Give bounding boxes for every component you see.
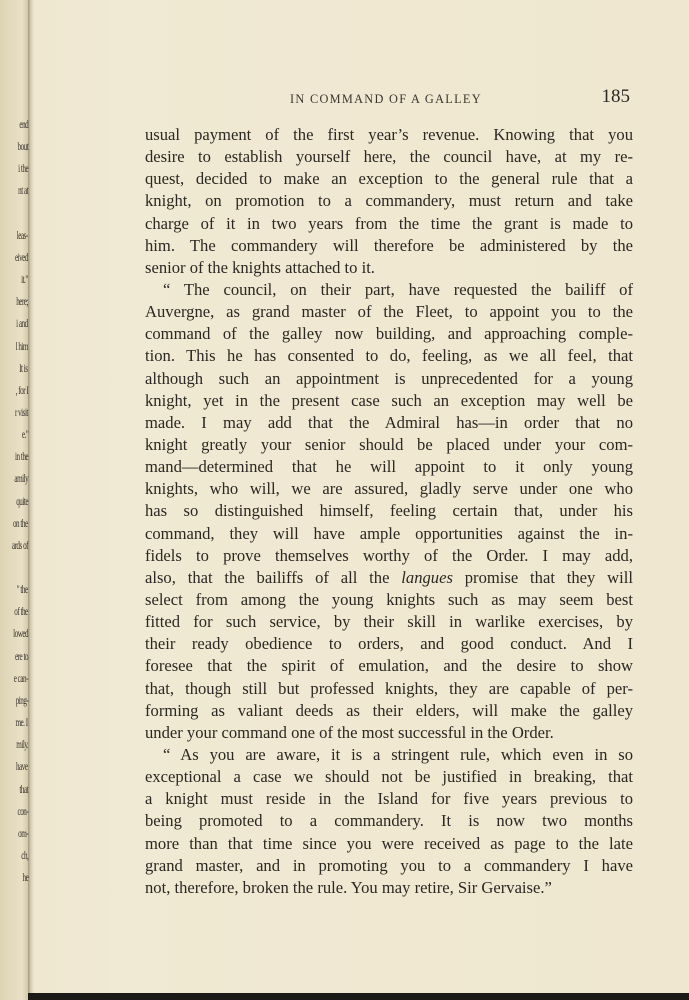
text-line: forming as valiant deeds as their elders, will make the galley [145,700,633,720]
bleed-fragment: he [22,872,28,885]
bleed-fragment: e." [21,429,28,442]
scan-bottom-edge [28,993,689,1000]
bleed-fragment: here; [16,296,28,309]
bleed-fragment: ch, [20,849,28,862]
bleed-fragment: nt at [18,185,28,198]
text-line: foresee that the spirit of emulation, and the desire to show [145,656,633,676]
text-line: grand master, and in promoting you to a commandery I have [145,855,633,875]
text-line: made. I may add that the Admiral has—in order that no [145,412,633,432]
bleed-fragment: i the [18,163,28,176]
text-line: desire to establish yourself here, the council have, at my re- [145,147,633,167]
bleed-fragment: om- [18,827,28,840]
page-header [144,86,634,112]
facing-page-bleed-text [0,118,30,918]
text-line: him. The commandery will therefore be administered by the [145,235,633,255]
bleed-fragment: , for I [15,384,28,397]
text-line: usual payment of the first year’s revenue. Knowing that you [145,125,633,144]
bleed-fragment: quite [16,495,28,508]
bleed-fragment: bout [17,141,28,154]
bleed-fragment: in the [14,451,28,464]
bleed-fragment: i and [16,318,28,331]
text-line: knights, who will, we are assured, gladly serve under one who [145,479,633,499]
bleed-fragment: con- [17,805,28,818]
bleed-fragment: ping- [15,694,28,707]
bleed-fragment: lowed [13,628,28,641]
bleed-fragment: me. I [15,717,28,730]
text-line: quest, decided to make an exception to the general rule that a [145,169,633,189]
bleed-fragment: r visit [15,406,28,419]
bleed-fragment: " the [17,584,28,597]
text-line: a knight must reside in the Island for five years previous to [145,789,633,809]
text-line: more than that time since you were received as page to the late [145,833,633,853]
text-span: also, that the bailiffs of all the [145,567,402,587]
text-line: being promoted to a commandery. It is now two months [145,811,633,831]
bleed-fragment: l him [15,340,28,353]
bleed-fragment: have [16,761,28,774]
text-line: charge of it in two years from the time the grant is made to [145,213,633,233]
body-text [145,124,633,899]
text-line: command of the galley now building, and approaching comple- [145,324,633,344]
bleed-fragment: e can- [13,672,28,685]
text-line: exceptional a case we should not be justified in breaking, that [145,767,633,787]
text-line: command, they will have ample opportunities against the in- [145,523,633,543]
text-line: tion. This he has consented to do, feeling, as we all feel, that [145,346,633,366]
bleed-fragment: eived [15,251,28,264]
text-line: select from among the young knights such as may seem best [145,589,633,609]
bleed-fragment: mily. [16,739,28,752]
bleed-fragment: It is [19,362,28,375]
text-line: although such an appointment is unprecedented for a young [145,368,633,388]
text-line: “ As you are aware, it is a stringent rule, which even in so [163,744,633,764]
bleed-fragment: ards of [11,539,28,552]
bleed-fragment: it." [21,274,28,287]
text-span: promise that they will [452,567,633,587]
bleed-fragment: on the [13,517,28,530]
bleed-fragment: of the [14,606,28,619]
page-number: 185 [601,86,630,107]
text-line: not, therefore, broken the rule. You may retire, Sir Gervaise.” [145,877,552,897]
italic-term: langues [401,567,453,587]
text-line: knight, on promotion to a commandery, must return and take [145,191,633,211]
text-line: knight greatly your senior should be placed under your com- [145,434,633,454]
bleed-fragment: that [19,783,28,796]
text-line: their ready obedience to orders, and good conduct. And I [145,634,633,654]
bleed-fragment: leas- [17,229,28,242]
text-line: knight, yet in the present case such an exception may well be [145,390,633,410]
text-line: fidels to prove themselves worthy of the Order. I may add, [145,545,633,565]
bleed-fragment: amily [14,473,28,486]
text-line: has so distinguished himself, feeling certain that, under his [145,501,633,521]
text-line: Auvergne, as grand master of the Fleet, to appoint you to the [145,302,633,322]
text-line [145,567,633,589]
text-line: that, though still but professed knights, they are capable of per- [145,678,633,698]
running-head: IN COMMAND OF A GALLEY [290,92,482,106]
text-line: fitted for such service, by their skill in warlike exercises, by [145,612,633,632]
bleed-fragment: ere to [14,650,28,663]
text-line: senior of the knights attached to it. [145,257,375,277]
text-line: “ The council, on their part, have requested the bailiff of [163,279,633,299]
text-line: under your command one of the most successful in the Order. [145,722,554,742]
text-line: mand—determined that he will appoint to it only young [145,457,633,477]
bleed-fragment: end [19,119,28,131]
